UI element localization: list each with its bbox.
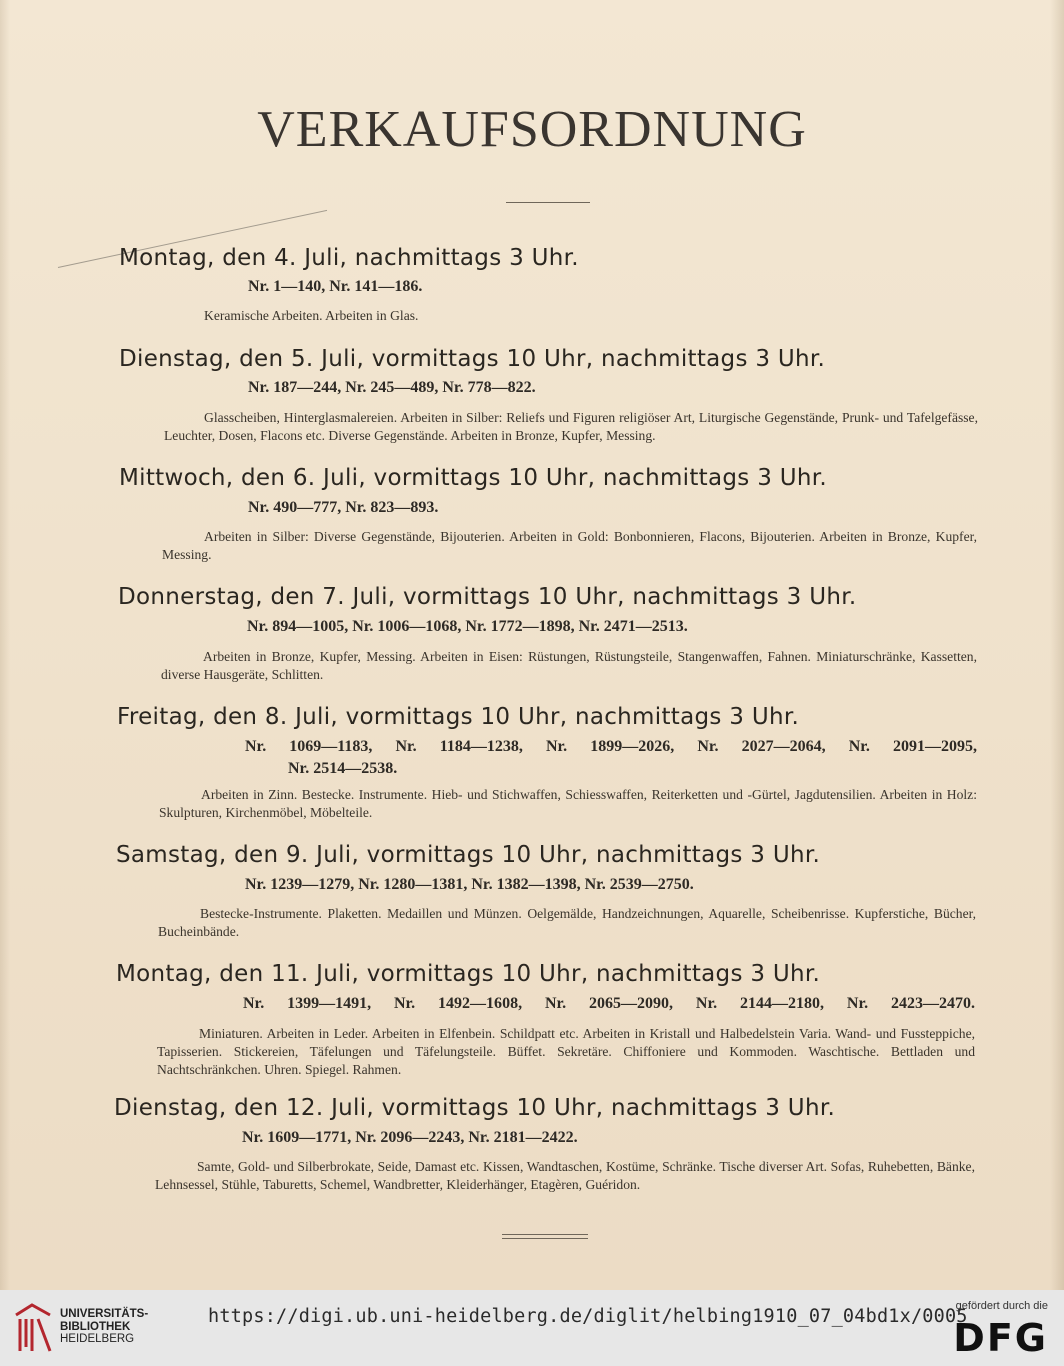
lot-numbers: Nr. 1—140, Nr. 141—186.: [248, 278, 423, 295]
page-title: VERKAUFSORDNUNG: [257, 101, 807, 158]
lot-numbers: Nr. 490—777, Nr. 823—893.: [248, 499, 439, 516]
day-description: Miniaturen. Arbeiten in Leder. Arbeiten in Elfenbein. Schildpatt etc. Arbeiten in Kristall und Halbedelstein Varia. Wand- und Fussteppiche, Tapisserien. Stickereien, Täfelungen und Täfelungsteile. Büffet. Sekretäre. Chiffoniere und Kommoden. Waschtische. Bettladen und Nachtschränkchen. Uhren. Spiegel. Rahmen.: [157, 1026, 975, 1077]
day-heading-montag-4: Montag, den 4. Juli, nachmittags 3 Uhr.: [119, 245, 579, 271]
lot-numbers-continued: Nr. 2514—2538.: [288, 760, 398, 777]
closing-divider: [502, 1234, 588, 1239]
library-name-line2: BIBLIOTHEK: [60, 1320, 131, 1333]
lot-numbers: Nr. 1239—1279, Nr. 1280—1381, Nr. 1382—1398, Nr. 2539—2750.: [245, 876, 694, 893]
day-heading-freitag-8: Freitag, den 8. Juli, vormittags 10 Uhr, nachmittags 3 Uhr.: [117, 704, 800, 730]
day-description: Bestecke-Instrumente. Plaketten. Medaillen und Münzen. Oelgemälde, Handzeichnungen, Aquarelle, Scheibenrisse. Kupferstiche, Bücher, Bucheinbände.: [158, 906, 976, 939]
document-url-link[interactable]: https://digi.ub.uni-heidelberg.de/diglit/helbing1910_07_04bd1x/0005: [208, 1306, 968, 1327]
page-shadow-left: [0, 0, 10, 1290]
day-heading-samstag-9: Samstag, den 9. Juli, vormittags 10 Uhr, nachmittags 3 Uhr.: [116, 842, 821, 868]
day-description: Samte, Gold- und Silberbrokate, Seide, Damast etc. Kissen, Wandtaschen, Kostüme, Schränke. Tische diverser Art. Sofas, Ruhebetten, Bänke, Lehnsessel, Stühle, Taburetts, Schemel, Wandbretter, Kleiderhänger, Etagèren, Guéridon.: [155, 1159, 975, 1192]
day-heading-montag-11: Montag, den 11. Juli, vormittags 10 Uhr, nachmittags 3 Uhr.: [116, 961, 821, 987]
library-name-line1: UNIVERSITÄTS-: [60, 1308, 149, 1320]
dfg-logo[interactable]: DFG: [953, 1316, 1048, 1360]
title-divider: [506, 202, 590, 203]
library-name[interactable]: [60, 1308, 148, 1346]
page-shadow-right: [1050, 0, 1064, 1290]
day-heading-dienstag-12: Dienstag, den 12. Juli, vormittags 10 Uhr, nachmittags 3 Uhr.: [114, 1095, 836, 1121]
day-description: Arbeiten in Zinn. Bestecke. Instrumente. Hieb- und Stichwaffen, Schiesswaffen, Reiterketten und -Gürtel, Jagdutensilien. Arbeiten in Holz: Skulpturen, Kirchenmöbel, Möbelteile.: [159, 787, 977, 820]
library-name-line3: HEIDELBERG: [60, 1333, 135, 1345]
lot-numbers: Nr. 1069—1183, Nr. 1184—1238, Nr. 1899—2026, Nr. 2027—2064, Nr. 2091—2095,: [245, 738, 977, 755]
day-description: Arbeiten in Silber: Diverse Gegenstände, Bijouterien. Arbeiten in Gold: Bonbonnieren, Flacons, Bijouterien. Arbeiten in Bronze, Kupfer, Messing.: [162, 529, 977, 562]
day-description: Glasscheiben, Hinterglasmalereien. Arbeiten in Silber: Reliefs und Figuren religiöser Art, Liturgische Gegenstände, Prunk- und Tafelgefässe, Leuchter, Dosen, Flacons etc. Diverse Gegenstände. Arbeiten in Bronze, Kupfer, Messing.: [164, 410, 978, 443]
day-description: Arbeiten in Bronze, Kupfer, Messing. Arbeiten in Eisen: Rüstungen, Rüstungsteile, Stangenwaffen, Fahnen. Miniaturschränke, Kassetten, diverse Hausgeräte, Schlitten.: [161, 649, 977, 682]
day-heading-dienstag-5: Dienstag, den 5. Juli, vormittags 10 Uhr, nachmittags 3 Uhr.: [119, 346, 826, 372]
day-heading-donnerstag-7: Donnerstag, den 7. Juli, vormittags 10 Uhr, nachmittags 3 Uhr.: [118, 584, 857, 610]
lot-numbers: Nr. 187—244, Nr. 245—489, Nr. 778—822.: [248, 379, 536, 396]
university-library-logo-icon[interactable]: [12, 1301, 54, 1355]
funding-caption: gefördert durch die: [955, 1300, 1048, 1312]
viewer-footer: [0, 1290, 1064, 1366]
lot-numbers: Nr. 1609—1771, Nr. 2096—2243, Nr. 2181—2422.: [242, 1129, 578, 1146]
lot-numbers: Nr. 1399—1491, Nr. 1492—1608, Nr. 2065—2090, Nr. 2144—2180, Nr. 2423—2470.: [243, 995, 975, 1012]
day-description: Keramische Arbeiten. Arbeiten in Glas.: [204, 308, 419, 323]
day-heading-mittwoch-6: Mittwoch, den 6. Juli, vormittags 10 Uhr, nachmittags 3 Uhr.: [119, 465, 827, 491]
lot-numbers: Nr. 894—1005, Nr. 1006—1068, Nr. 1772—1898, Nr. 2471—2513.: [247, 618, 688, 635]
